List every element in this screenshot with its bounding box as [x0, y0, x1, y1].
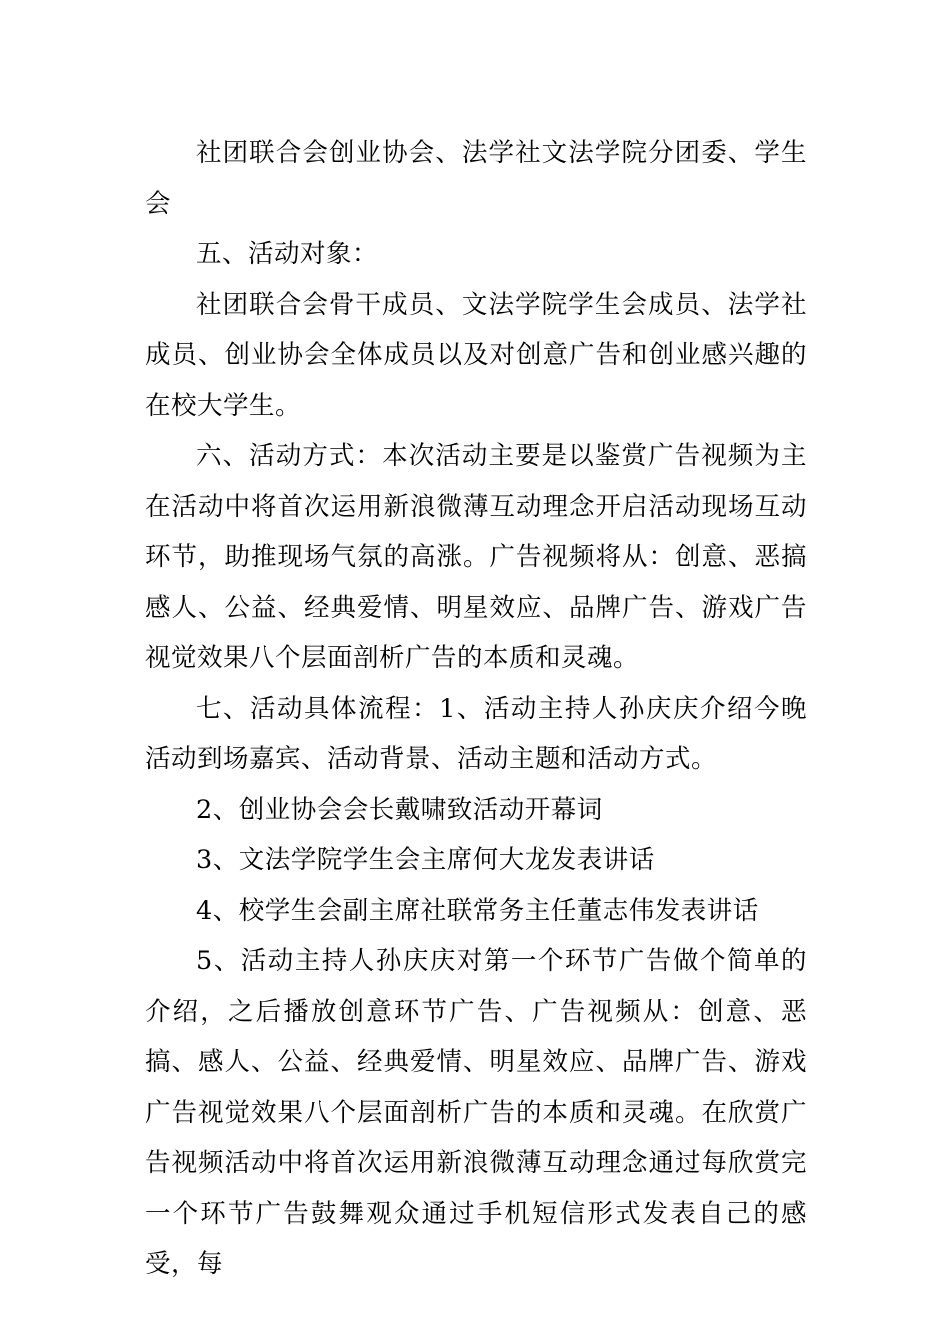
paragraph-activity-format: 六、活动方式：本次活动主要是以鉴赏广告视频为主在活动中将首次运用新浪微薄互动理念开启活动现场互动环节，助推现场气氛的高涨。广告视频将从：创意、恶搞感人、公益、经典爱情、明星效应、品牌广告、游戏广告视觉效果八个层面剖析广告的本质和灵魂。 — [145, 441, 807, 673]
paragraph-audience: 社团联合会骨干成员、文法学院学生会成员、法学社成员、创业协会全体成员以及对创意广告和创业感兴趣的在校大学生。 — [145, 289, 807, 421]
document-body — [145, 128, 807, 1290]
heading-activity-audience: 五、活动对象： — [196, 239, 379, 269]
paragraph-activity-process: 七、活动具体流程：1、活动主持人孙庆庆介绍今晚活动到场嘉宾、活动背景、活动主题和活动方式。 — [145, 693, 807, 774]
list-item-step-4: 4、校学生会副主席社联常务主任董志伟发表讲话 — [196, 895, 759, 926]
list-item-step-3: 3、文法学院学生会主席何大龙发表讲话 — [196, 845, 655, 875]
list-item-step-2: 2、创业协会会长戴啸致活动开幕词 — [196, 794, 603, 825]
paragraph-organizers: 社团联合会创业协会、法学社文法学院分团委、学生会 — [145, 138, 807, 219]
list-item-step-5: 5、活动主持人孙庆庆对第一个环节广告做个简单的介绍，之后播放创意环节广告、广告视频从：创意、恶搞、感人、公益、经典爱情、明星效应、品牌广告、游戏广告视觉效果八个层面剖析广告的本质和灵魂。在欣赏广告视频活动中将首次运用新浪微薄互动理念通过每欣赏完一个环节广告鼓舞观众通过手机短信形式发表自己的感受，每 — [145, 946, 807, 1279]
